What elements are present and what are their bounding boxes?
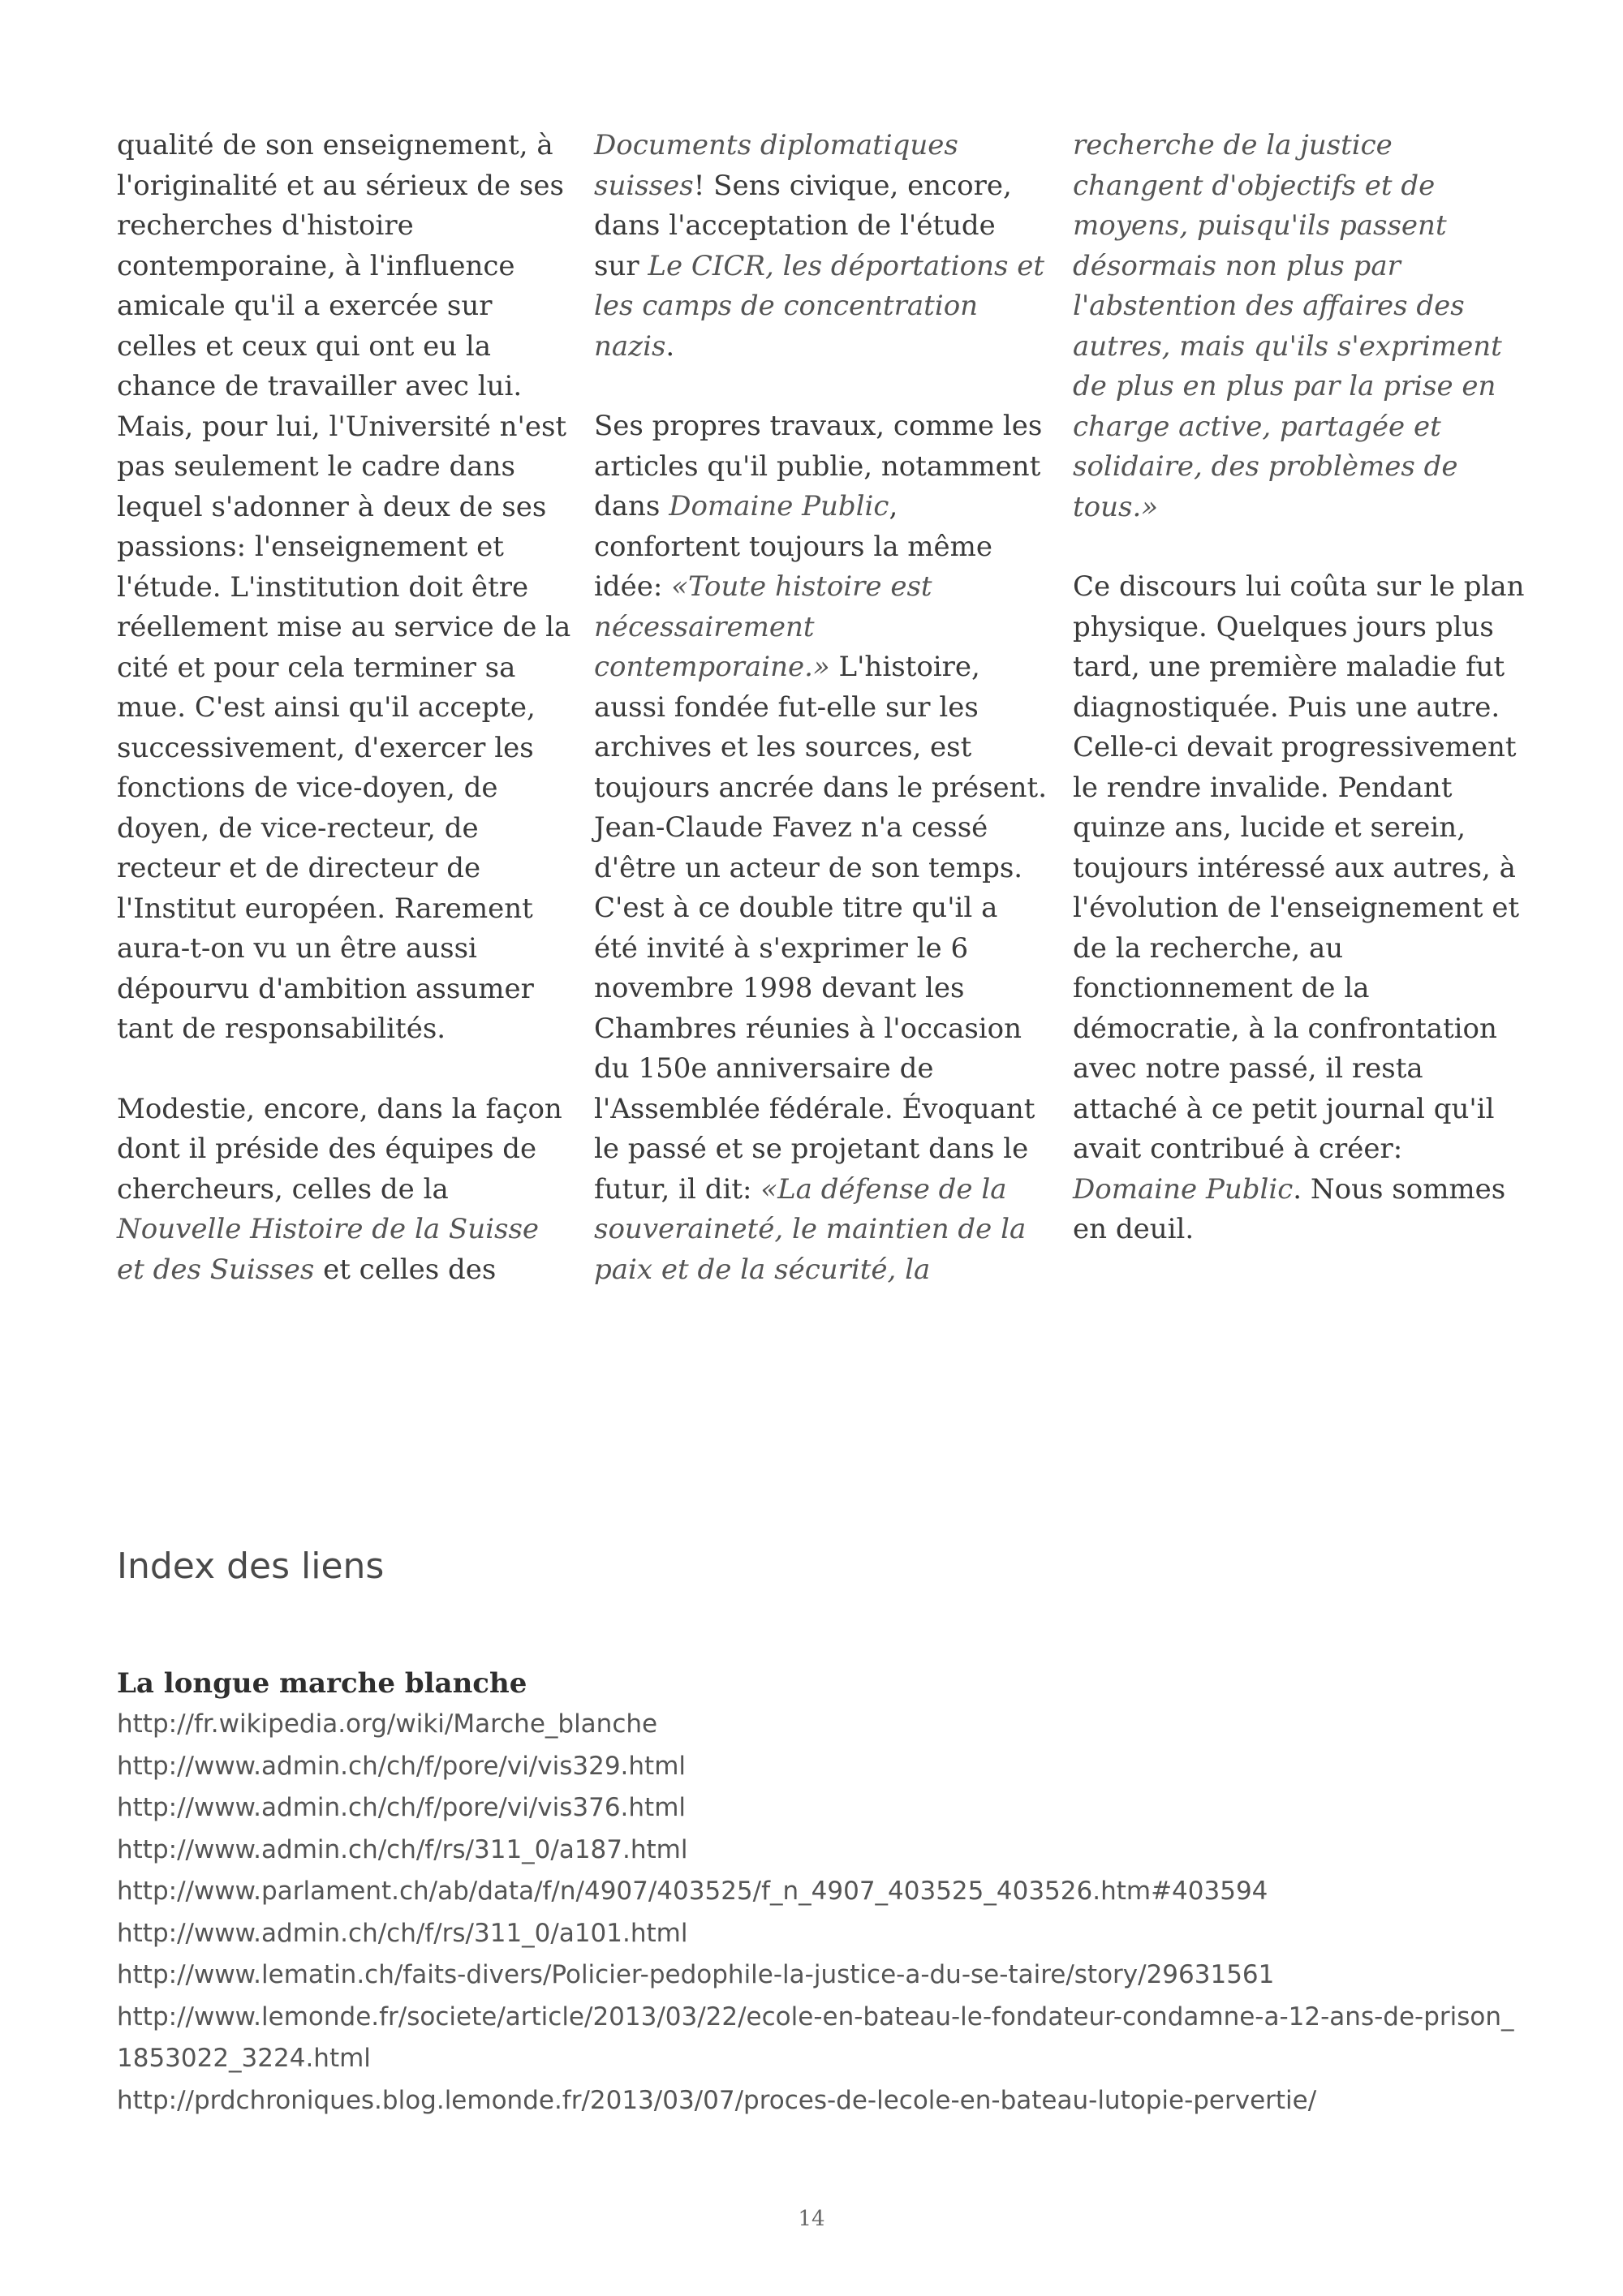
link-list-item	[117, 1746, 1521, 1788]
link-list-item	[117, 1787, 1521, 1829]
page-number: 14	[798, 2207, 825, 2231]
link-list-item	[117, 1704, 1521, 1746]
link-url[interactable]: http://www.lemonde.fr/societe/article/2013/03/22/ecole-en-bateau-le-fondateur-condamne-a-12-ans-de-prison_1853022_3224.html	[117, 2001, 1514, 2073]
link-url[interactable]: http://fr.wikipedia.org/wiki/Marche_blanche	[117, 1709, 658, 1739]
link-url[interactable]: http://www.lematin.ch/faits-divers/Policier-pedophile-la-justice-a-du-se-taire/story/29631561	[117, 1960, 1275, 1989]
link-list	[117, 1704, 1521, 2122]
text-run: qualité de son enseignement, à l'originalité et au sérieux de ses recherches d'histoire contemporaine, à l'influence amicale qu'il a exercée sur celles et ceux qui ont eu la chance de travailler avec lui. Mais, pour lui, l'Université n'est pas seulement le cadre dans lequel s'adonner à deux de ses passions: l'enseignement et l'étude. L'institution doit être réellement mise au service de la cité et pour cela terminer sa mue. C'est ainsi qu'il accepte, successivement, d'exercer les fonctions de vice-doyen, de doyen, de vice-recteur, de recteur et de directeur de l'Institut européen. Rarement aura-t-on vu un être aussi dépourvu d'ambition assumer tant de responsabilités.	[117, 129, 571, 1045]
link-list-item	[117, 1871, 1521, 1913]
link-url[interactable]: http://www.admin.ch/ch/f/pore/vi/vis376.html	[117, 1793, 687, 1822]
link-list-item	[117, 1913, 1521, 1955]
paragraph	[1073, 126, 1527, 527]
italic-text: «La défense de la souveraineté, le maintien de la paix et de la sécurité, la	[594, 1172, 1027, 1286]
paragraph	[594, 406, 1048, 1290]
italic-text: «Toute histoire est nécessairement contemporaine.»	[594, 570, 932, 683]
link-list-item	[117, 1829, 1521, 1872]
italic-text: Domaine Public	[1073, 1172, 1294, 1206]
text-run: L'histoire, aussi fondée fut-elle sur les archives et les sources, est toujours ancrée dans le présent. Jean-Claude Favez n'a cessé d'être un acteur de son temps. C'est à ce double titre qu'il a été invité à s'exprimer le 6 novembre 1998 devant les Chambres réunies à l'occasion du 150e anniversaire de l'Assemblée fédérale. Évoquant le passé et se projetant dans le futur, il dit:	[594, 651, 1048, 1206]
link-list-item	[117, 1954, 1521, 1997]
text-run: . Nous sommes en deuil.	[1073, 1172, 1506, 1245]
italic-text: Documents diplomatiques suisses	[594, 129, 958, 202]
link-url[interactable]: http://www.parlament.ch/ab/data/f/n/4907/403525/f_n_4907_403525_403526.htm#403594	[117, 1877, 1268, 1906]
text-run: Ses propres travaux, comme les articles qu'il publie, notamment dans	[594, 410, 1043, 522]
text-run: Modestie, encore, dans la façon dont il préside des équipes de chercheurs, celles de la	[117, 1092, 562, 1206]
link-url[interactable]: http://www.admin.ch/ch/f/rs/311_0/a187.html	[117, 1834, 688, 1864]
link-url[interactable]: http://www.admin.ch/ch/f/rs/311_0/a101.html	[117, 1918, 688, 1948]
italic-text: Nouvelle Histoire de la Suisse et des Suisses	[117, 1213, 540, 1286]
links-section	[117, 1663, 1521, 2122]
text-column-3	[1073, 126, 1527, 1290]
paragraph	[1073, 567, 1527, 1250]
link-url[interactable]: http://prdchroniques.blog.lemonde.fr/2013/03/07/proces-de-lecole-en-bateau-lutopie-pervertie/	[117, 2085, 1317, 2115]
index-title: Index des liens	[117, 1546, 385, 1587]
text-run: ! Sens civique, encore, dans l'acceptation de l'étude sur	[594, 169, 1012, 282]
links-section-title: La longue marche blanche	[117, 1667, 527, 1700]
text-run: Ce discours lui coûta sur le plan physique. Quelques jours plus tard, une première maladie fut diagnostiquée. Puis une autre. Celle-ci devait progressivement le rendre invalide. Pendant quinze ans, lucide et serein, toujours intéressé aux autres, à l'évolution de l'enseignement et de la recherche, au fonctionnement de la démocratie, à la confrontation avec notre passé, il resta attaché à ce petit journal qu'il avait contribué à créer:	[1073, 570, 1525, 1165]
link-list-item	[117, 1997, 1521, 2080]
italic-text: Domaine Public	[669, 490, 889, 522]
text-run: et celles des	[314, 1253, 497, 1286]
text-column-2	[594, 126, 1048, 1330]
italic-text: recherche de la justice changent d'objectifs et de moyens, puisqu'ils passent désormais non plus par l'abstention des affaires des autres, mais qu'ils s'expriment de plus en plus par la prise en charge active, partagée et solidaire, des problèmes de tous.»	[1073, 129, 1502, 523]
paragraph	[594, 126, 1048, 367]
paragraph	[117, 126, 571, 1050]
text-run: , confortent toujours la même idée:	[594, 490, 992, 603]
italic-text: Le CICR, les déportations et les camps de concentration nazis	[594, 249, 1045, 363]
text-run: .	[665, 329, 675, 363]
text-column-1	[117, 126, 571, 1330]
link-list-item	[117, 2080, 1521, 2122]
link-url[interactable]: http://www.admin.ch/ch/f/pore/vi/vis329.html	[117, 1751, 687, 1781]
paragraph	[117, 1090, 571, 1291]
